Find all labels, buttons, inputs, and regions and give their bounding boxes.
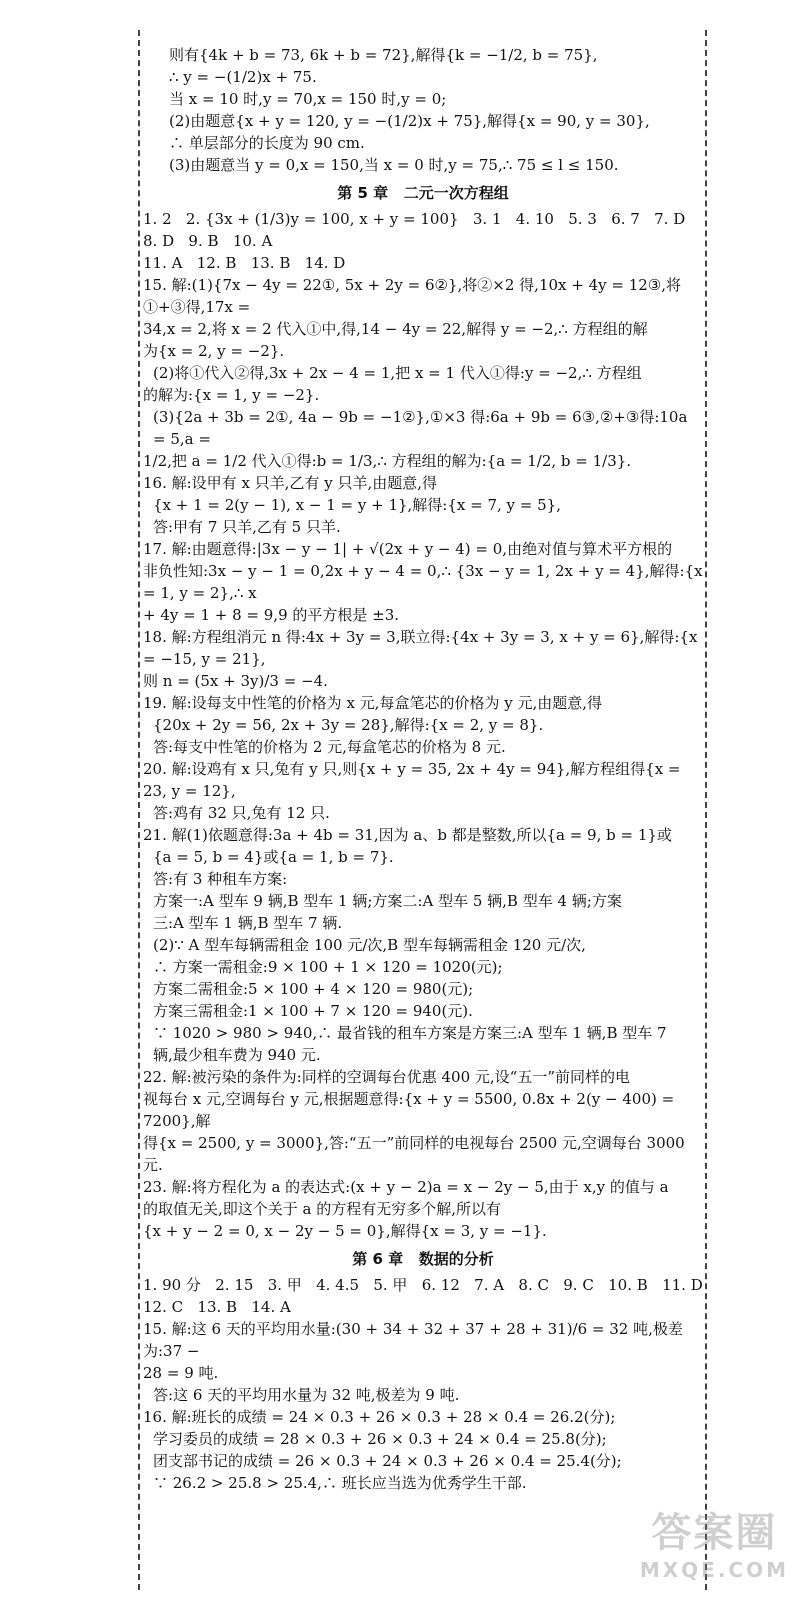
text-line: 17. 解:由题意得:|3x − y − 1| + √(2x + y − 4) = 0,由绝对值与算术平方根的: [143, 540, 673, 558]
text-line: 20. 解:设鸡有 x 只,兔有 y 只,则{x + y = 35, 2x + 4y = 94},解方程组得{x = 23, y = 12},: [143, 760, 686, 800]
text-line: 15. 解:(1){7x − 4y = 22①, 5x + 2y = 6②},将②×2 得,10x + 4y = 12③,将①+③得,17x =: [143, 276, 682, 316]
left-dashed-rule: [138, 30, 140, 1590]
text-line: 团支部书记的成绩 = 26 × 0.3 + 24 × 0.3 + 26 × 0.4 = 25.4(分);: [153, 1452, 622, 1470]
text-line: {x + 1 = 2(y − 1), x − 1 = y + 1},解得:{x = 7, y = 5},: [153, 496, 561, 514]
text-line: ∴ 单层部分的长度为 90 cm.: [169, 134, 365, 152]
text-line: 16. 解:设甲有 x 只羊,乙有 y 只羊,由题意,得: [143, 474, 437, 492]
text-line: 11. A 12. B 13. B 14. D: [143, 254, 346, 272]
text-line: 的解为:{x = 1, y = −2}.: [143, 386, 320, 404]
text-line: 21. 解(1)依题意得:3a + 4b = 31,因为 a、b 都是整数,所以{a = 9, b = 1}或: [143, 826, 672, 844]
text-line: 则 n = (5x + 3y)/3 = −4.: [143, 672, 328, 690]
text-line: 18. 解:方程组消元 n 得:4x + 3y = 3,联立得:{4x + 3y = 3, x + y = 6},解得:{x = −15, y = 21},: [143, 628, 703, 668]
text-line: 则有{4k + b = 73, 6k + b = 72},解得{k = −1/2, b = 75},: [169, 46, 598, 64]
text-line: 19. 解:设每支中性笔的价格为 x 元,每盒笔芯的价格为 y 元,由题意,得: [143, 694, 602, 712]
watermark-logo-text: 答案圈: [651, 1510, 778, 1556]
text-line: 1. 90 分 2. 15 3. 甲 4. 4.5 5. 甲 6. 12 7. A 8. C 9. C 10. B 11. D: [143, 1276, 703, 1294]
text-line: 视每台 x 元,空调每台 y 元,根据题意得:{x + y = 5500, 0.8x + 2(y − 400) = 7200},解: [143, 1090, 679, 1130]
text-line: 非负性知:3x − y − 1 = 0,2x + y − 4 = 0,∴ {3x − y = 1, 2x + y = 4},解得:{x = 1, y = 2},∴ x: [143, 562, 708, 602]
text-line: ∵ 1020 > 980 > 940,∴ 最省钱的租车方案是方案三:A 型车 1 辆,B 型车 7: [153, 1024, 667, 1042]
text-line: 15. 解:这 6 天的平均用水量:(30 + 34 + 32 + 37 + 28 + 31)/6 = 32 吨,极差为:37 −: [143, 1320, 683, 1360]
text-line: ∴ y = −(1/2)x + 75.: [169, 68, 317, 86]
right-dashed-rule: [705, 30, 707, 1590]
text-line: (3){2a + 3b = 2①, 4a − 9b = −1②},①×3 得:6a + 9b = 6③,②+③得:10a = 5,a =: [153, 408, 693, 448]
text-line: 学习委员的成绩 = 28 × 0.3 + 26 × 0.3 + 24 × 0.4 = 25.8(分);: [153, 1430, 607, 1448]
text-line: 答:每支中性笔的价格为 2 元,每盒笔芯的价格为 8 元.: [153, 738, 506, 756]
text-line: (2)由题意{x + y = 120, y = −(1/2)x + 75},解得{x = 90, y = 30},: [169, 112, 650, 130]
text-line: 1. 2 2. {3x + (1/3)y = 100, x + y = 100} 3. 1 4. 10 5. 3 6. 7 7. D 8. D 9. B 10. A: [143, 210, 700, 250]
watermark: [640, 1501, 789, 1582]
text-line: 方案二需租金:5 × 100 + 4 × 120 = 980(元);: [153, 980, 474, 998]
text-line: {20x + 2y = 56, 2x + 3y = 28},解得:{x = 2, y = 8}.: [153, 716, 544, 734]
text-line: 方案一:A 型车 9 辆,B 型车 1 辆;方案二:A 型车 5 辆,B 型车 4 辆;方案: [153, 892, 622, 910]
text-line: 答:甲有 7 只羊,乙有 5 只羊.: [153, 518, 341, 536]
text-line: {a = 5, b = 4}或{a = 1, b = 7}.: [153, 848, 394, 866]
text-line: {x + y − 2 = 0, x − 2y − 5 = 0},解得{x = 3, y = −1}.: [143, 1222, 547, 1240]
section-heading: 第 5 章 二元一次方程组: [337, 184, 509, 202]
text-line: 三:A 型车 1 辆,B 型车 7 辆.: [153, 914, 343, 932]
text-line: ∵ 26.2 > 25.8 > 25.4,∴ 班长应当选为优秀学生干部.: [153, 1474, 527, 1492]
text-line: 16. 解:班长的成绩 = 24 × 0.3 + 26 × 0.3 + 28 × 0.4 = 26.2(分);: [143, 1408, 616, 1426]
section-heading: 第 6 章 数据的分析: [352, 1250, 494, 1268]
text-line: 12. C 13. B 14. A: [143, 1298, 291, 1316]
text-line: 22. 解:被污染的条件为:同样的空调每台优惠 400 元,设“五一”前同样的电: [143, 1068, 631, 1086]
text-line: (3)由题意当 y = 0,x = 150,当 x = 0 时,y = 75,∴ 75 ≤ l ≤ 150.: [169, 156, 619, 174]
answer-text-column: [143, 44, 708, 1494]
text-line: 的取值无关,即这个关于 a 的方程有无穷多个解,所以有: [143, 1200, 502, 1218]
text-line: 1/2,把 a = 1/2 代入①得:b = 1/3,∴ 方程组的解为:{a = 1/2, b = 1/3}.: [143, 452, 632, 470]
text-line: 34,x = 2,将 x = 2 代入①中,得,14 − 4y = 22,解得 y = −2,∴ 方程组的解: [143, 320, 648, 338]
text-line: 23. 解:将方程化为 a 的表达式:(x + y − 2)a = x − 2y − 5,由于 x,y 的值与 a: [143, 1178, 669, 1196]
text-line: (2)将①代入②得,3x + 2x − 4 = 1,把 x = 1 代入①得:y = −2,∴ 方程组: [153, 364, 642, 382]
text-line: 为{x = 2, y = −2}.: [143, 342, 285, 360]
text-line: 当 x = 10 时,y = 70,x = 150 时,y = 0;: [169, 90, 447, 108]
text-line: 答:这 6 天的平均用水量为 32 吨,极差为 9 吨.: [153, 1386, 460, 1404]
text-line: + 4y = 1 + 8 = 9,9 的平方根是 ±3.: [143, 606, 400, 624]
text-line: 辆,最少租车费为 940 元.: [153, 1046, 321, 1064]
text-line: ∴ 方案一需租金:9 × 100 + 1 × 120 = 1020(元);: [153, 958, 503, 976]
text-line: 得{x = 2500, y = 3000},答:“五一”前同样的电视每台 2500 元,空调每台 3000 元.: [143, 1134, 690, 1174]
text-line: 答:鸡有 32 只,兔有 12 只.: [153, 804, 330, 822]
text-line: (2)∵ A 型车每辆需租金 100 元/次,B 型车每辆需租金 120 元/次,: [153, 936, 586, 954]
text-line: 答:有 3 种租车方案:: [153, 870, 288, 888]
text-line: 方案三需租金:1 × 100 + 7 × 120 = 940(元).: [153, 1002, 473, 1020]
text-line: 28 = 9 吨.: [143, 1364, 219, 1382]
watermark-url: MXQE.COM: [639, 1558, 789, 1582]
